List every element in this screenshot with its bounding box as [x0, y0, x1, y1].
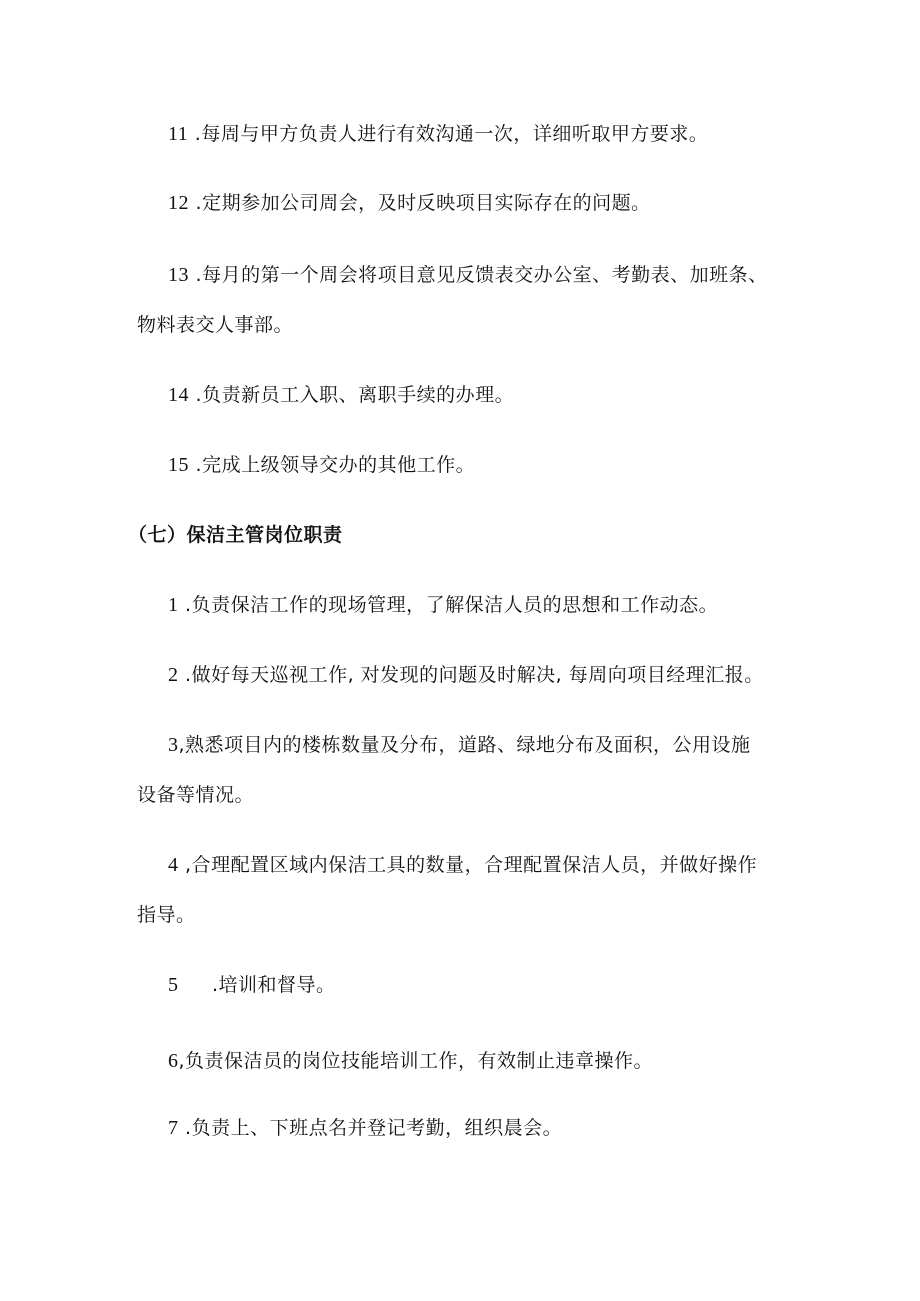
list-item-11: [168, 122, 708, 146]
item-separator: .: [189, 384, 203, 406]
item-text: 完成上级领导交办的其他工作。: [202, 454, 476, 476]
item-number: 11: [168, 123, 189, 145]
item-text: 定期参加公司周会，及时反映项目实际存在的问题。: [202, 192, 651, 214]
list-item-1: [168, 593, 718, 617]
item-text: 每周与甲方负责人进行有效沟通一次，详细听取甲方要求。: [201, 123, 709, 145]
list-item-6: [168, 1049, 653, 1073]
item-separator: ,: [178, 734, 186, 756]
item-separator: .: [212, 974, 219, 996]
list-item-5: [168, 973, 336, 997]
list-item-15: [168, 453, 475, 477]
item-number: 12: [168, 192, 189, 214]
item-number: 5: [168, 974, 179, 996]
item-separator: .: [178, 594, 192, 616]
item-separator: .: [189, 264, 203, 286]
item-text: 做好每天巡视工作, 对发现的问题及时解决, 每周向项目经理汇报。: [191, 664, 764, 686]
item-text: 负责上、下班点名并登记考勤，组织晨会。: [191, 1117, 563, 1139]
item-number: 7: [168, 1117, 179, 1139]
item-number: 4: [168, 854, 179, 876]
item-text: 负责保洁员的岗位技能培训工作，有效制止违章操作。: [185, 1050, 654, 1072]
item-text: 负责新员工入职、离职手续的办理。: [202, 384, 515, 406]
item-number: 3: [168, 734, 179, 756]
item-separator: .: [178, 1117, 192, 1139]
item-separator: .: [178, 664, 192, 686]
item-text: 合理配置区域内保洁工具的数量，合理配置保洁人员，并做好操作: [191, 854, 758, 876]
list-item-3: [168, 733, 751, 757]
item-number: 6: [168, 1050, 179, 1072]
list-item-14: [168, 383, 514, 407]
item-separator: .: [189, 192, 203, 214]
item-number: 14: [168, 384, 189, 406]
list-item-13-continuation: 物料表交人事部。: [137, 314, 294, 336]
item-number: 13: [168, 264, 189, 286]
item-text: 培训和督导。: [218, 974, 336, 996]
list-item-7: [168, 1116, 562, 1140]
item-separator: .: [189, 454, 203, 476]
section-heading: （七）保洁主管岗位职责: [128, 524, 343, 546]
item-number: 15: [168, 454, 189, 476]
list-item-2: [168, 663, 764, 687]
item-number: 2: [168, 664, 179, 686]
item-separator: .: [188, 123, 202, 145]
list-item-13: [168, 263, 768, 287]
item-number: 1: [168, 594, 179, 616]
list-item-4-continuation: 指导。: [137, 904, 196, 926]
list-item-4: [168, 853, 757, 877]
item-text: 负责保洁工作的现场管理，了解保洁人员的思想和工作动态。: [191, 594, 719, 616]
list-item-3-continuation: 设备等情况。: [137, 784, 255, 806]
list-item-12: [168, 191, 651, 215]
item-text: 熟悉项目内的楼栋数量及分布，道路、绿地分布及面积，公用设施: [185, 734, 751, 756]
item-text: 每月的第一个周会将项目意见反馈表交办公室、考勤表、加班条、: [202, 264, 768, 286]
item-separator: ,: [178, 854, 192, 876]
item-separator: ,: [178, 1050, 186, 1072]
